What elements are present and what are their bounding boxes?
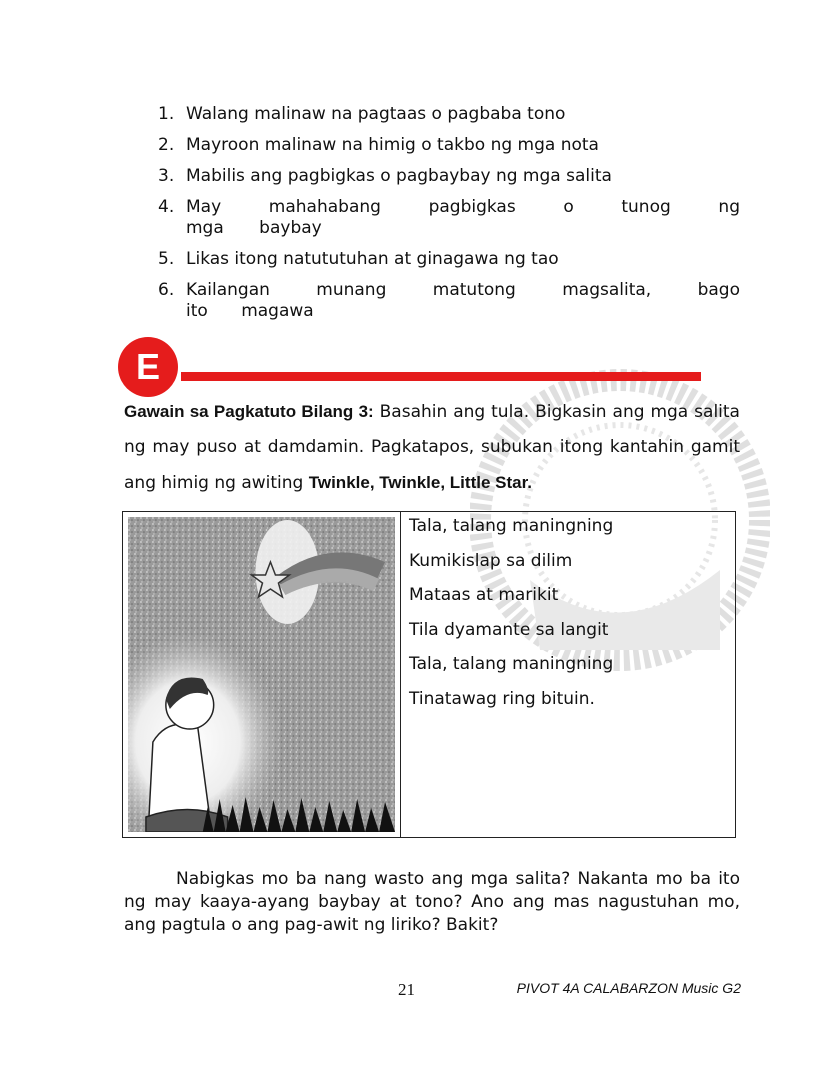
activity-heading: Gawain sa Pagkatuto Bilang 3: [124, 402, 374, 421]
poem-line: Tala, talang maningning [409, 654, 614, 674]
activity-body: Basahin ang tula. Bigkasin ang mga salita ng may puso at damdamin. Pagkatapos, subukan itong kantahin gamit ang himig ng awiting [124, 402, 740, 493]
song-title: Twinkle, Twinkle, Little Star. [308, 473, 532, 492]
poem-line: Tala, talang maningning [409, 516, 614, 536]
list-item: 3. Mabilis ang pagbigkas o pagbaybay ng mga salita [158, 166, 612, 186]
illustration-cell [123, 512, 401, 837]
page-number: 21 [398, 980, 415, 999]
poem-lines [401, 512, 735, 837]
poem-line: Tila dyamante sa langit [409, 619, 609, 640]
boy-looking-at-shooting-star-image [128, 517, 395, 832]
footer-title: PIVOT 4A CALABARZON Music G2 [516, 980, 741, 996]
list-item: 6. Kailangan munang matutong magsalita, bago ito magawa [158, 280, 740, 321]
list-item: 1. Walang malinaw na pagtaas o pagbaba tono [158, 104, 566, 124]
reflection-questions: Nabigkas mo ba nang wasto ang mga salita? Nakanta mo ba ito ng may kaaya-ayang baybay at tono? Ano ang mas nagustuhan mo, ang pagtula o ang pag-awit ng liriko? Bakit? [124, 869, 740, 935]
poem-line: Tinatawag ring bituin. [409, 688, 595, 709]
poem-line: Mataas at marikit [409, 585, 559, 605]
criteria-list [158, 104, 740, 332]
activity-instructions [124, 394, 740, 501]
section-divider [181, 372, 701, 381]
section-badge: E [118, 337, 178, 397]
list-item: 4. May mahahabang pagbigkas o tunog ng mga baybay [158, 197, 740, 238]
list-item: 2. Mayroon malinaw na himig o takbo ng mga nota [158, 135, 599, 155]
poem-line: Kumikislap sa dilim [409, 550, 573, 571]
list-item: 5. Likas itong natututuhan at ginagawa ng tao [158, 249, 559, 269]
poem-table [122, 511, 736, 838]
